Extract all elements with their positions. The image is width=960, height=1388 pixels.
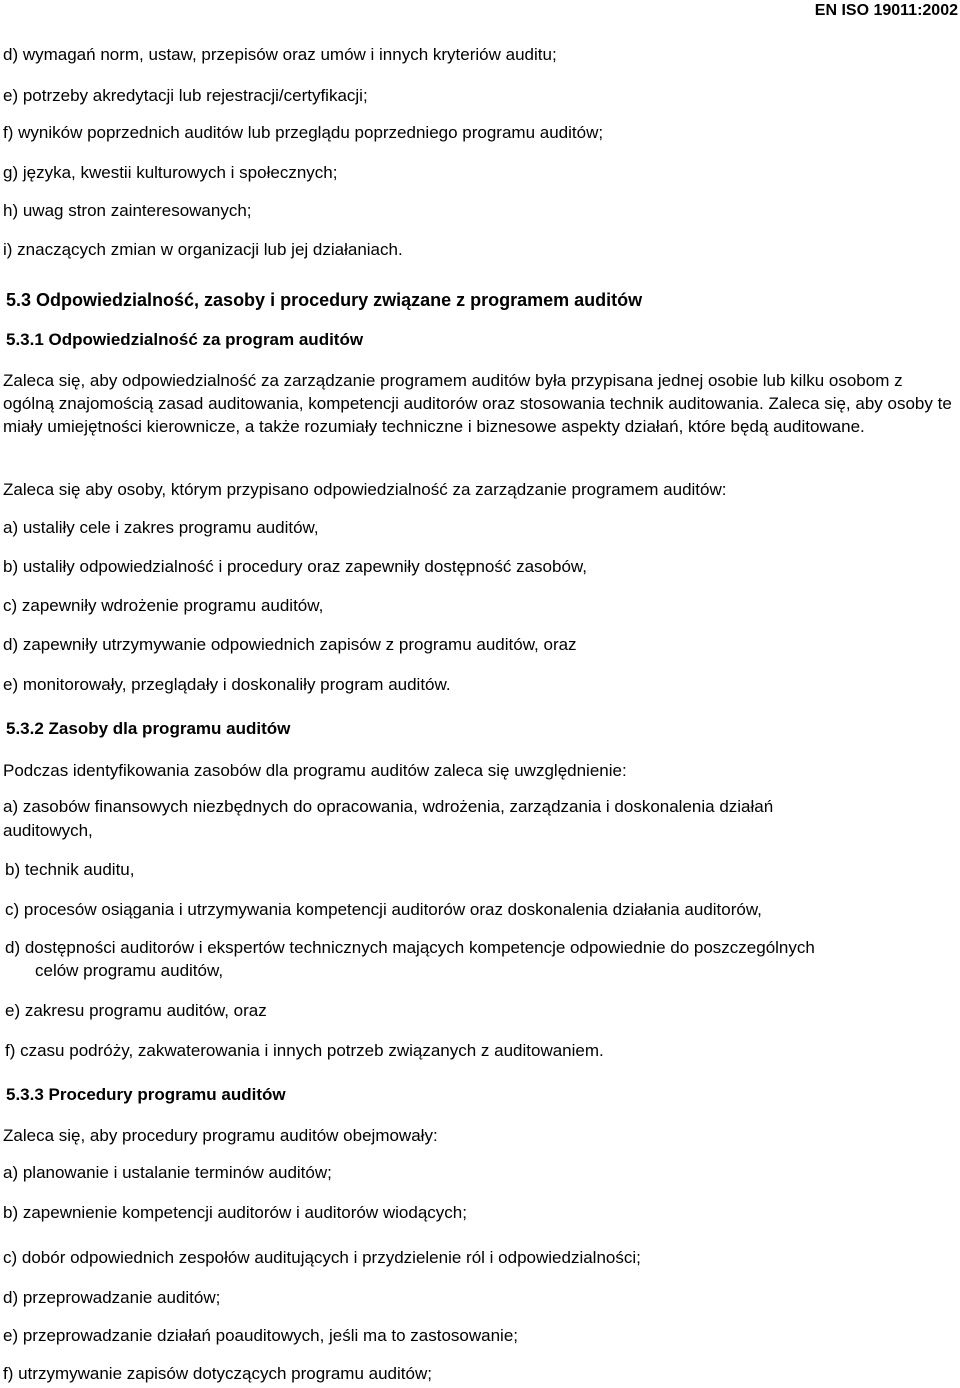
list-item-f: f) wyników poprzednich auditów lub przeglądu poprzedniego programu auditów;	[3, 123, 604, 142]
procedures-intro: Zaleca się, aby procedury programu auditów obejmowały:	[3, 1126, 438, 1145]
responsibility-item-a: a) ustaliły cele i zakres programu auditów,	[3, 518, 319, 537]
procedures-item-b: b) zapewnienie kompetencji auditorów i auditorów wiodących;	[3, 1203, 467, 1222]
resources-intro: Podczas identyfikowania zasobów dla programu auditów zaleca się uwzględnienie:	[3, 761, 627, 780]
responsibility-intro: Zaleca się aby osoby, którym przypisano odpowiedzialność za zarządzanie programem auditów:	[3, 480, 727, 499]
resources-item-d-continued: celów programu auditów,	[35, 961, 224, 980]
procedures-item-c: c) dobór odpowiednich zespołów auditujących i przydzielenie ról i odpowiedzialności;	[3, 1248, 641, 1267]
resources-item-e: e) zakresu programu auditów, oraz	[5, 1001, 267, 1020]
resources-item-d: d) dostępności auditorów i ekspertów technicznych mających kompetencje odpowiednie do poszczególnych	[5, 938, 815, 957]
resources-item-c: c) procesów osiągania i utrzymywania kompetencji auditorów oraz doskonalenia działania auditorów,	[5, 900, 762, 919]
responsibility-item-b: b) ustaliły odpowiedzialność i procedury oraz zapewniły dostępność zasobów,	[3, 557, 587, 576]
list-item-e: e) potrzeby akredytacji lub rejestracji/certyfikacji;	[3, 86, 368, 105]
responsibility-item-c: c) zapewniły wdrożenie programu auditów,	[3, 596, 324, 615]
procedures-item-d: d) przeprowadzanie auditów;	[3, 1288, 221, 1307]
list-item-h: h) uwag stron zainteresowanych;	[3, 201, 252, 220]
procedures-item-f: f) utrzymywanie zapisów dotyczących programu auditów;	[3, 1364, 432, 1383]
section-heading-5-3-3: 5.3.3 Procedury programu auditów	[6, 1085, 286, 1104]
list-item-g: g) języka, kwestii kulturowych i społecznych;	[3, 163, 338, 182]
section-heading-5-3-1: 5.3.1 Odpowiedzialność za program auditów	[6, 330, 364, 349]
list-item-d: d) wymagań norm, ustaw, przepisów oraz umów i innych kryteriów auditu;	[3, 45, 557, 64]
responsibility-item-d: d) zapewniły utrzymywanie odpowiednich zapisów z programu auditów, oraz	[3, 635, 577, 654]
document-code-header: EN ISO 19011:2002	[814, 2, 958, 19]
responsibility-item-e: e) monitorowały, przeglądały i doskonaliły program auditów.	[3, 675, 451, 694]
resources-item-f: f) czasu podróży, zakwaterowania i innych potrzeb związanych z auditowaniem.	[5, 1041, 604, 1060]
list-item-i: i) znaczących zmian w organizacji lub jej działaniach.	[3, 240, 403, 259]
section-heading-5-3: 5.3 Odpowiedzialność, zasoby i procedury związane z programem auditów	[6, 290, 643, 310]
resources-item-a-continued: auditowych,	[3, 821, 93, 840]
resources-item-b: b) technik auditu,	[5, 860, 135, 879]
procedures-item-e: e) przeprowadzanie działań poauditowych, jeśli ma to zastosowanie;	[3, 1326, 519, 1345]
section-heading-5-3-2: 5.3.2 Zasoby dla programu auditów	[6, 719, 291, 738]
paragraph-responsibility: Zaleca się, aby odpowiedzialność za zarządzanie programem auditów była przypisana jednej osobie lub kilku osobom z ogólną znajomością zasad auditowania, kompetencji auditorów oraz stosowania technik auditowania. Zaleca się, aby osoby te miały umiejętności kierownicze, a także rozumiały techniczne i biznesowe aspekty działań, które będą auditowane.	[3, 371, 952, 436]
resources-item-a: a) zasobów finansowych niezbędnych do opracowania, wdrożenia, zarządzania i doskonalenia działań	[3, 797, 774, 816]
procedures-item-a: a) planowanie i ustalanie terminów auditów;	[3, 1163, 332, 1182]
